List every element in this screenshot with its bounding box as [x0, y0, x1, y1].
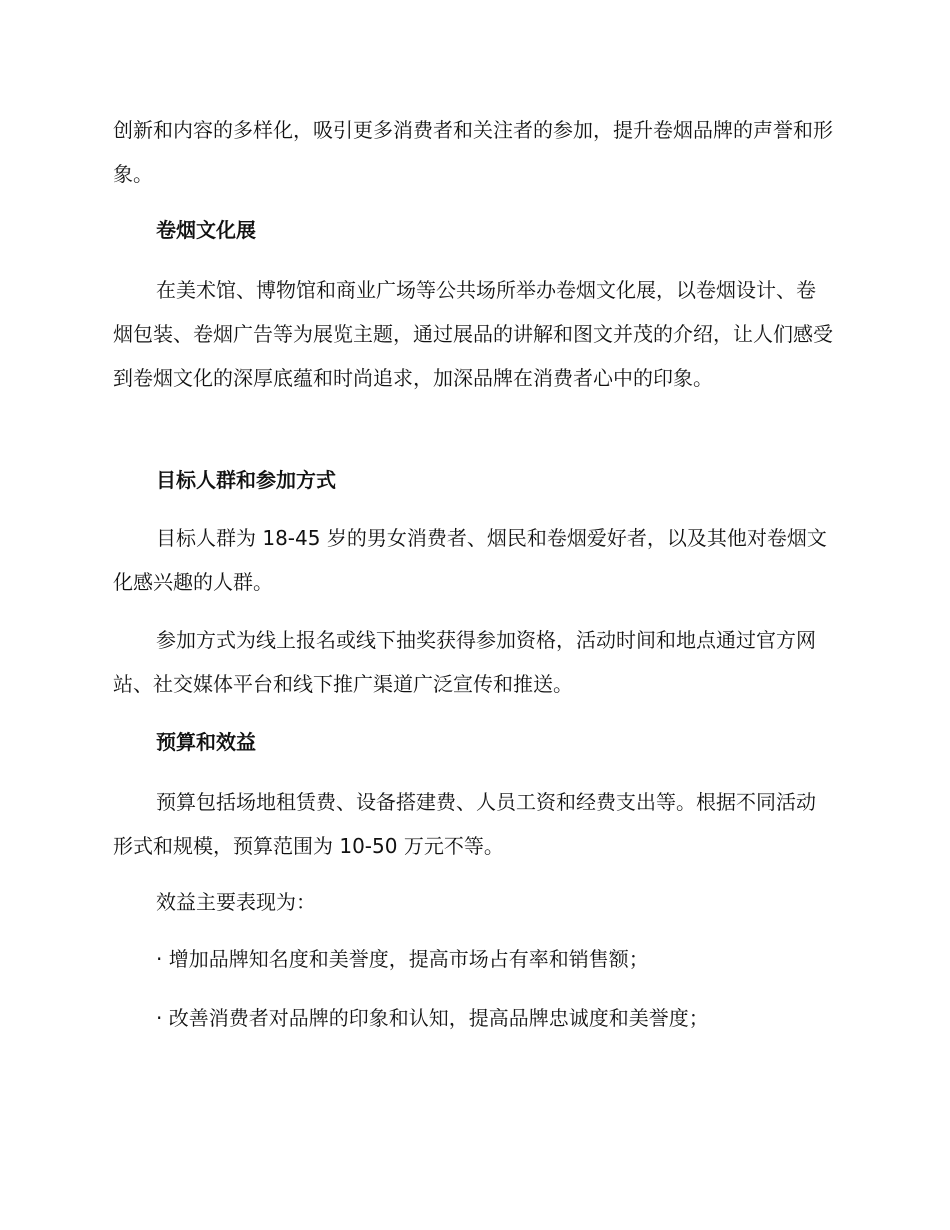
- paragraph-exhibition: 在美术馆、博物馆和商业广场等公共场所举办卷烟文化展，以卷烟设计、卷烟包装、卷烟广告等为展览主题，通过展品的讲解和图文并茂的介绍，让人们感受到卷烟文化的深厚底蕴和时尚追求，加深品牌在消费者心中的印象。: [113, 278, 833, 390]
- heading-audience: 目标人群和参加方式: [156, 468, 336, 492]
- heading-budget: 预算和效益: [156, 730, 256, 754]
- paragraph-intro-continued: 创新和内容的多样化，吸引更多消费者和关注者的参加，提升卷烟品牌的声誉和形象。: [113, 118, 833, 186]
- paragraph-budget: 预算包括场地租赁费、设备搭建费、人员工资和经费支出等。根据不同活动形式和规模，预算范围为 10-50 万元不等。: [113, 790, 816, 858]
- list-item: · 增加品牌知名度和美誉度，提高市场占有率和销售额；: [156, 947, 649, 971]
- paragraph-benefits-intro: 效益主要表现为：: [156, 890, 316, 914]
- heading-exhibition: 卷烟文化展: [156, 218, 256, 242]
- paragraph-audience: 目标人群为 18-45 岁的男女消费者、烟民和卷烟爱好者，以及其他对卷烟文化感兴趣的人群。: [113, 526, 827, 594]
- list-item: · 改善消费者对品牌的印象和认知，提高品牌忠诚度和美誉度；: [156, 1006, 709, 1030]
- paragraph-participation: 参加方式为线上报名或线下抽奖获得参加资格，活动时间和地点通过官方网站、社交媒体平台和线下推广渠道广泛宣传和推送。: [113, 628, 816, 696]
